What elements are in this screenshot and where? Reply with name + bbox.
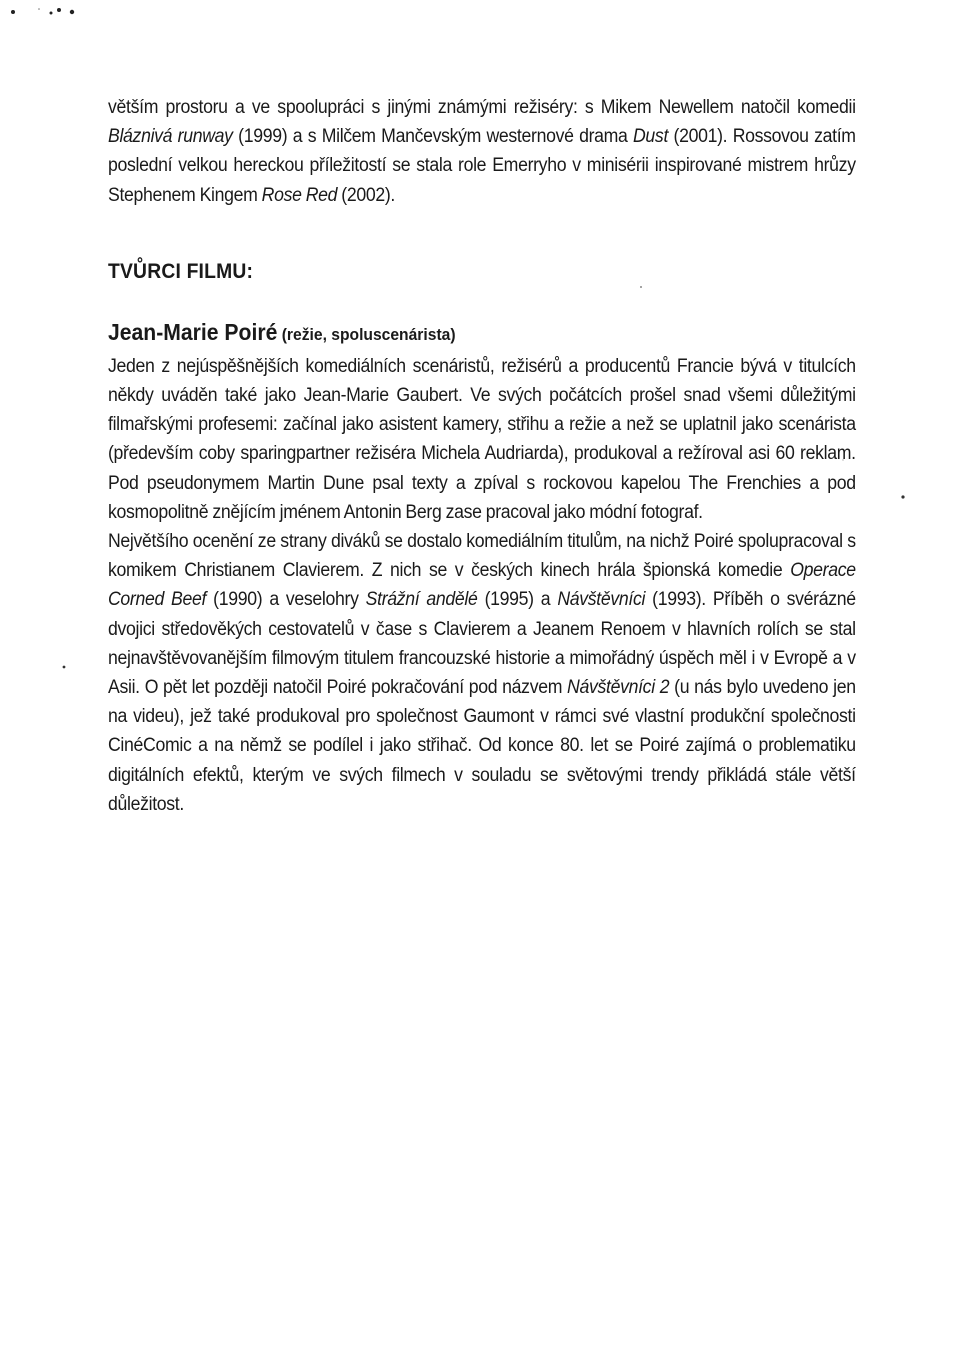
film-title: Rose Red xyxy=(261,184,338,206)
section-heading: TVŮRCI FILMU: xyxy=(108,259,254,283)
scan-speck xyxy=(63,666,66,669)
person-name: Jean-Marie Poiré xyxy=(108,318,278,345)
bio-paragraph-2 xyxy=(108,527,856,819)
intro-text: (1999) a s Milčem Mančevským westernové drama xyxy=(232,126,633,148)
intro-paragraph xyxy=(108,93,856,210)
bio-text: (u nás bylo uvedeno jen na videu), jež také produkoval pro společnost Gaumont v rámci své vlastní produkční společnosti CinéComic a na němž se podílel i jako střihač. Od konce 80. let se Poiré zajímá o problematiku digitálních efektů, kterým ve svých filmech v souladu se světovými trendy přikládá stále větší důležitost. xyxy=(108,677,856,815)
document-body xyxy=(108,93,856,819)
scan-speck xyxy=(50,12,53,15)
scan-speck xyxy=(11,10,15,14)
bio-text: (1993). Příběh o svérázné dvojici středověkých cestovatelů v čase s Clavierem a Jeanem Renoem v hlavních rolích se stal nejnavštěvovanějším filmovým titulem francouzské historie a mimořádný úspěch měl i v Evropě a v Asii. O pět let později natočil Poiré pokračování pod názvem xyxy=(108,589,856,699)
film-title: Operace Corned Beef xyxy=(108,560,856,611)
intro-text: (2002). xyxy=(337,184,396,206)
bio-paragraph-1: Jeden z nejúspěšnějších komediálních scenáristů, režisérů a producentů Francie bývá v titulcích někdy uváděn také jako Jean-Marie Gaubert. Ve svých počátcích prošel snad všemi důležitými filmařskými profesemi: začínal jako asistent kamery, střihu a režie a než se uplatnil jako scenárista (především coby sparingpartner režiséra Michela Audriarda), produkoval a režíroval asi 60 reklam. Pod pseudonymem Martin Dune psal texty a zpíval s rockovou kapelou The Frenchies a pod kosmopolitně znějícím jménem Antonin Berg zase pracoval jako módní fotograf. xyxy=(108,355,856,523)
bio-text: (1995) a xyxy=(477,589,558,611)
person-heading xyxy=(108,316,796,352)
intro-text: (2001). Rossovou zatím poslední velkou hereckou příležitostí se stala role Emerryho v minisérii inspirované mistrem hrůzy Stephenem Kingem xyxy=(108,126,856,206)
person-role: (režie, spoluscenárista) xyxy=(277,324,456,344)
intro-text: větším prostoru a ve spoolupráci s jinými známými režiséry: s Mikem Newellem natočil komedii xyxy=(108,97,856,118)
scan-speck xyxy=(57,8,61,12)
bio-text: Největšího ocenění ze strany diváků se dostalo komediálním titulům, na nichž Poiré spolupracoval s komikem Christianem Clavierem. Z nich se v českých kinech hrála špionská komedie xyxy=(108,531,856,582)
film-title: Návštěvníci 2 xyxy=(567,677,670,699)
scan-speck xyxy=(70,10,74,14)
scan-speck xyxy=(901,495,904,498)
film-title: Bláznivá runway xyxy=(108,126,233,148)
film-title: Strážní andělé xyxy=(365,589,478,611)
film-title: Dust xyxy=(632,126,669,148)
film-title: Návštěvníci xyxy=(557,589,646,611)
scan-speck xyxy=(38,8,40,10)
bio-text: (1990) a veselohry xyxy=(206,589,366,611)
